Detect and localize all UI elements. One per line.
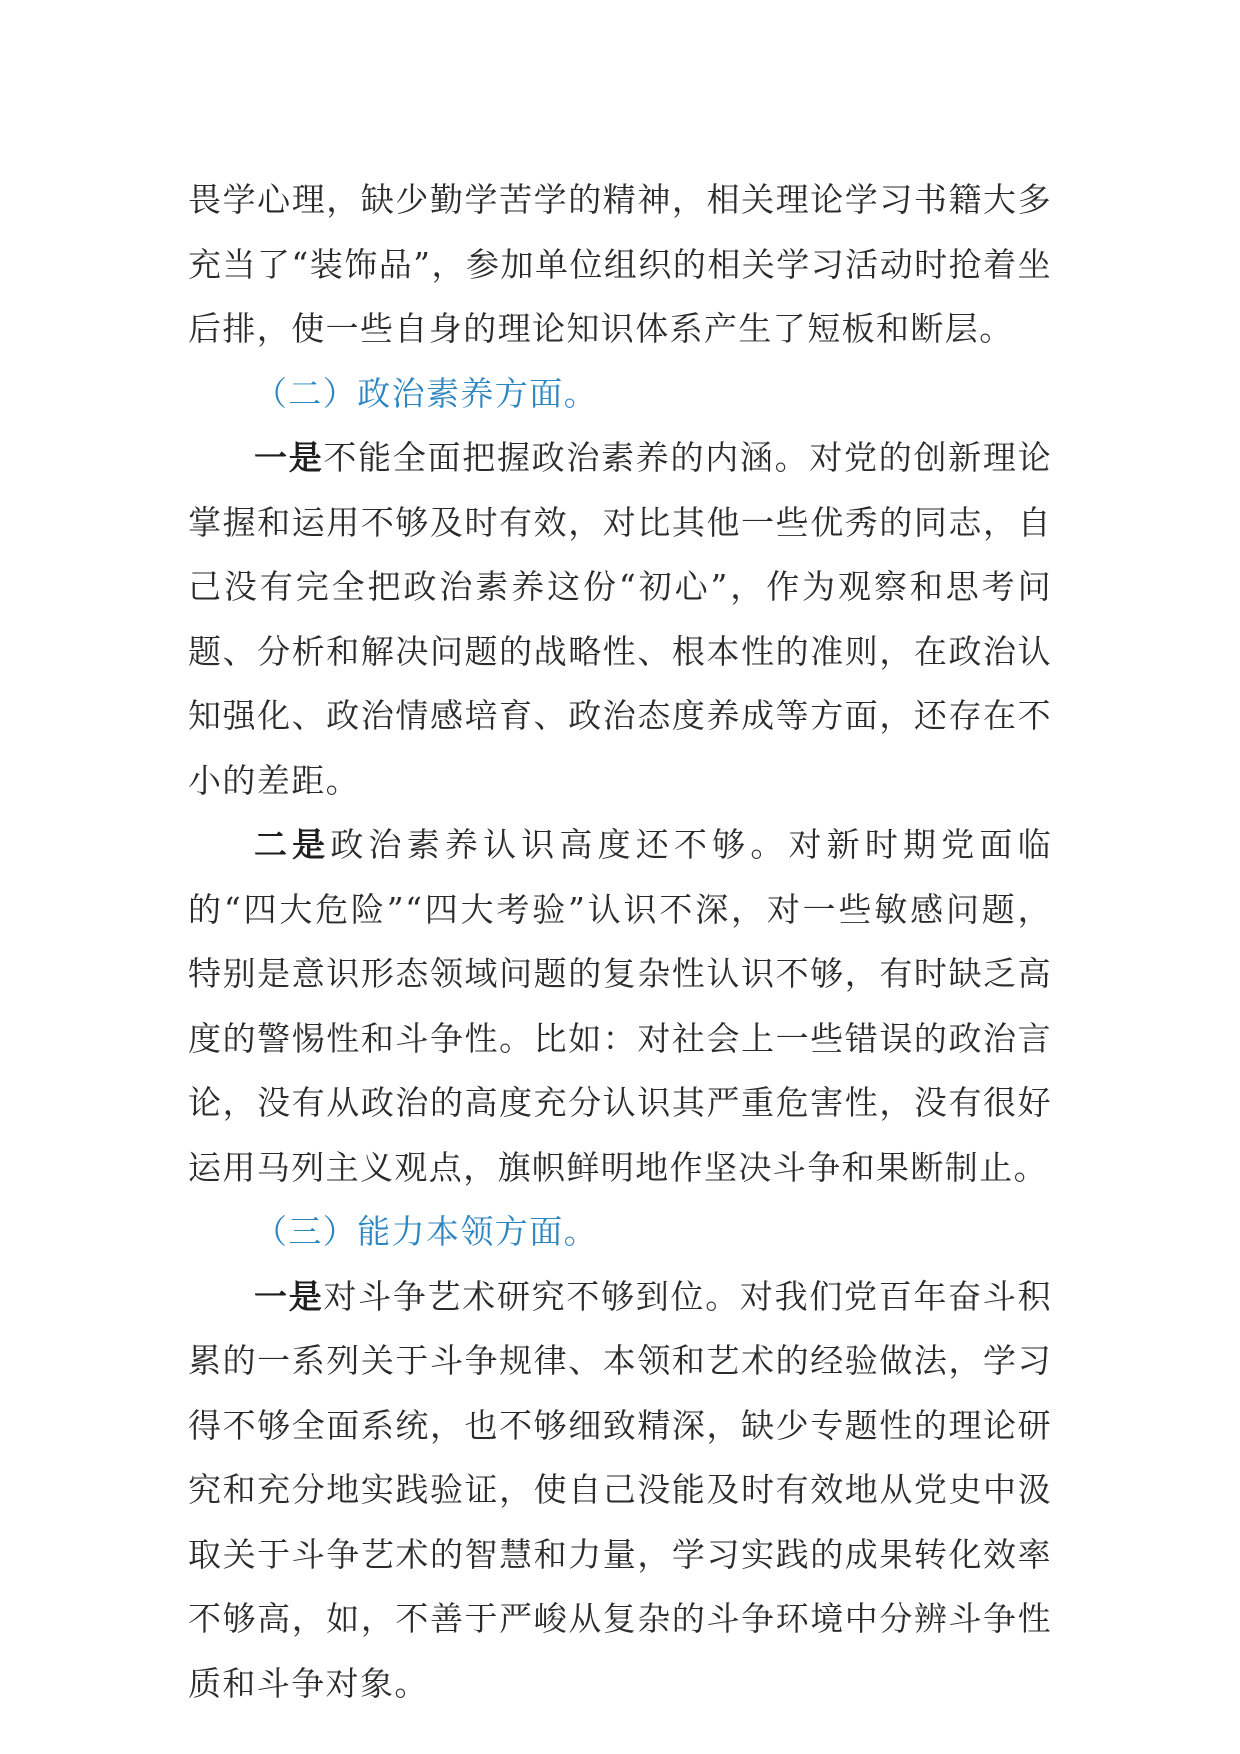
paragraph-text: 对斗争艺术研究不够到位。对我们党百年奋斗积累的一系列关于斗争规律、本领和艺术的经验做法，学习得不够全面系统，也不够细致精深，缺少专题性的理论研究和充分地实践验证，使自己没能及时有效地从党史中汲取关于斗争艺术的智慧和力量，学习实践的成果转化效率不够高，如，不善于严峻从复杂的斗争环境中分辨斗争性质和斗争对象。 xyxy=(188,1276,1052,1703)
paragraph-lead: 一是 xyxy=(254,1276,324,1316)
paragraph-political-1 xyxy=(188,426,1052,813)
paragraph-lead: 二是 xyxy=(254,825,331,864)
continuation-paragraph: 畏学心理，缺少勤学苦学的精神，相关理论学习书籍大多充当了“装饰品”，参加单位组织的相关学习活动时抢着坐后排，使一些自身的理论知识体系产生了短板和断层。 xyxy=(188,180,1052,348)
paragraph-political-2 xyxy=(188,813,1052,1200)
paragraph-ability-1 xyxy=(188,1265,1052,1717)
paragraph-lead: 一是 xyxy=(254,438,324,477)
paragraph-text: 政治素养认识高度还不够。对新时期党面临的“四大危险”“四大考验”认识不深，对一些敏感问题，特别是意识形态领域问题的复杂性认识不够，有时缺乏高度的警惕性和斗争性。比如：对社会上一些错误的政治言论，没有从政治的高度充分认识其严重危害性，没有很好运用马列主义观点，旗帜鲜明地作坚决斗争和果断制止。 xyxy=(188,825,1052,1187)
section-heading-political-literacy: （二）政治素养方面。 xyxy=(254,373,598,413)
paragraph-text: 不能全面把握政治素养的内涵。对党的创新理论掌握和运用不够及时有效，对比其他一些优秀的同志，自己没有完全把政治素养这份“初心”，作为观察和思考问题、分析和解决问题的战略性、根本性的准则，在政治认知强化、政治情感培育、政治态度养成等方面，还存在不小的差距。 xyxy=(188,438,1052,800)
section-heading-ability: （三）能力本领方面。 xyxy=(254,1212,598,1251)
document-body xyxy=(188,168,1052,1716)
